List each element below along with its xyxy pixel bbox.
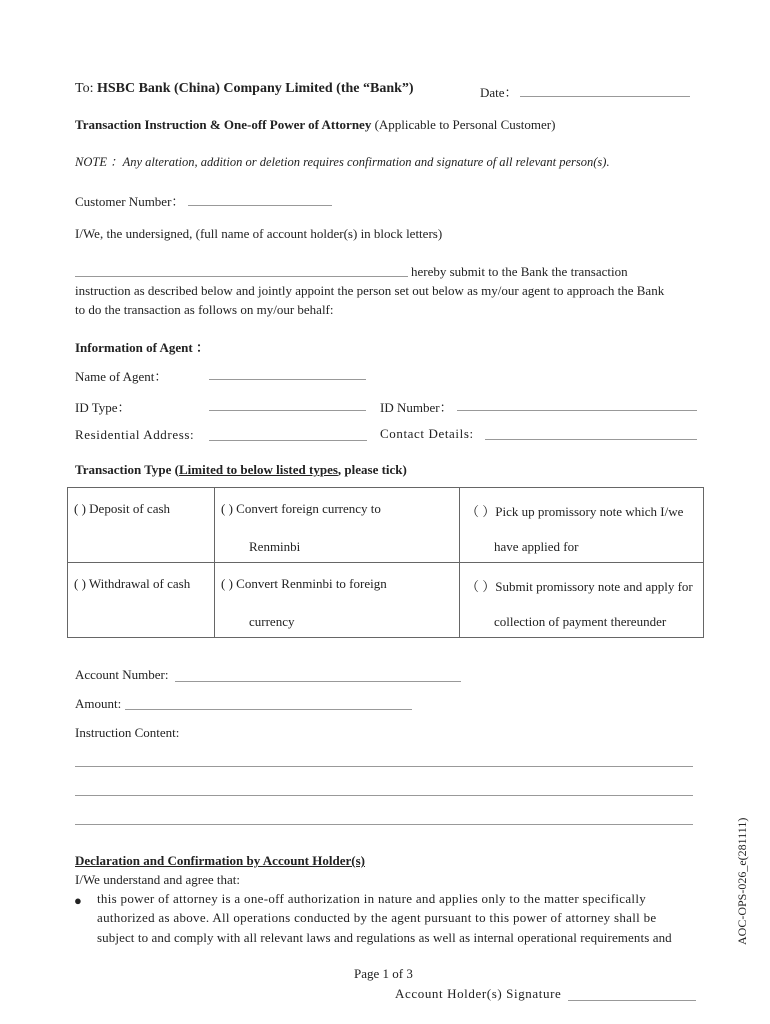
transaction-type-suffix: , please tick)	[337, 462, 407, 477]
option-deposit-cash[interactable]	[68, 488, 215, 563]
amount-field[interactable]	[125, 709, 412, 710]
contact-label: Contact Details:	[380, 426, 474, 441]
signature-field[interactable]	[568, 1000, 696, 1001]
form-code: AOC-OPS-026_e(281111)	[735, 817, 749, 945]
account-number-field[interactable]	[175, 681, 461, 682]
id-number-field[interactable]	[457, 410, 697, 411]
agent-name-field[interactable]	[209, 379, 366, 380]
form-title-main: Transaction Instruction & One-off Power of Attorney	[75, 117, 372, 132]
option-convert-foreign-to-rmb[interactable]	[215, 488, 460, 563]
transaction-type-prefix: Transaction Type (	[75, 462, 180, 477]
option-submit-promissory-note[interactable]	[460, 563, 704, 638]
customer-number-label: Customer Number：	[75, 194, 185, 209]
contact-field[interactable]	[485, 439, 697, 440]
option-text-cont: currency	[249, 614, 295, 629]
bank-name: HSBC Bank (China) Company Limited (the “Bank”)	[96, 81, 414, 96]
table-row	[68, 563, 704, 638]
submit-line-2: instruction as described below and jointly appoint the person set out below as my/our agent to approach the Bank	[75, 283, 665, 298]
to-label: To:	[75, 81, 94, 96]
signature-label: Account Holder(s) Signature	[395, 986, 562, 1001]
date-field[interactable]	[520, 96, 690, 97]
option-text: ( ) Convert foreign currency to	[221, 501, 381, 516]
id-type-label: ID Type：	[75, 400, 131, 415]
table-row	[68, 488, 704, 563]
instruction-content-line-2[interactable]	[75, 795, 693, 796]
agent-name-label: Name of Agent：	[75, 369, 168, 384]
transaction-type-heading	[75, 462, 407, 478]
declaration-line-3: subject to and comply with all relevant laws and regulations as well as internal operational requirements and	[97, 930, 672, 945]
option-text-cont: have applied for	[494, 539, 579, 554]
transaction-type-table	[67, 487, 704, 638]
option-text: ( ) Deposit of cash	[74, 501, 171, 516]
form-title-applicable: (Applicable to Personal Customer)	[374, 117, 556, 132]
addressee-line	[75, 81, 414, 97]
declaration-line-1: this power of attorney is a one-off authorization in nature and applies only to the matter specifically	[97, 891, 647, 906]
transaction-type-limit: Limited to below listed types	[179, 462, 338, 477]
submit-line-1: hereby submit to the Bank the transaction	[411, 264, 628, 279]
form-title	[75, 117, 555, 133]
option-text-cont: Renminbi	[249, 539, 301, 554]
option-withdrawal-cash[interactable]	[68, 563, 215, 638]
amount-label: Amount:	[75, 696, 122, 711]
option-text: （ ）Pick up promissory note which I/we	[466, 504, 684, 519]
address-field[interactable]	[209, 440, 367, 441]
account-holder-name-field[interactable]	[75, 276, 408, 277]
page-number: Page 1 of 3	[354, 966, 413, 981]
declaration-heading: Declaration and Confirmation by Account Holder(s)	[75, 853, 365, 868]
option-text: ( ) Convert Renminbi to foreign	[221, 576, 387, 591]
option-text-cont: collection of payment thereunder	[494, 614, 667, 629]
declaration-line-2: authorized as above. All operations conducted by the agent pursuant to this power of attorney shall be	[97, 910, 657, 925]
instruction-content-line-1[interactable]	[75, 766, 693, 767]
account-number-label: Account Number:	[75, 667, 169, 682]
undersigned-text: I/We, the undersigned, (full name of account holder(s) in block letters)	[75, 226, 443, 241]
declaration-intro: I/We understand and agree that:	[75, 872, 240, 887]
instruction-content-label: Instruction Content:	[75, 725, 180, 740]
option-convert-rmb-to-foreign[interactable]	[215, 563, 460, 638]
id-number-label: ID Number：	[380, 400, 453, 415]
option-text: （ ）Submit promissory note and apply for	[466, 579, 693, 594]
option-pick-up-promissory-note[interactable]	[460, 488, 704, 563]
id-type-field[interactable]	[209, 410, 366, 411]
agent-heading: Information of Agent ：	[75, 340, 209, 355]
submit-line-3: to do the transaction as follows on my/our behalf:	[75, 302, 334, 317]
option-text: ( ) Withdrawal of cash	[74, 576, 191, 591]
note-text: NOTE ：Any alteration, addition or deletion requires confirmation and signature of all relevant person(s).	[75, 155, 610, 169]
customer-number-field[interactable]	[188, 205, 332, 206]
address-label: Residential Address:	[75, 427, 195, 442]
instruction-content-line-3[interactable]	[75, 824, 693, 825]
bullet-icon: ●	[74, 893, 82, 908]
date-label: Date：	[480, 85, 518, 100]
